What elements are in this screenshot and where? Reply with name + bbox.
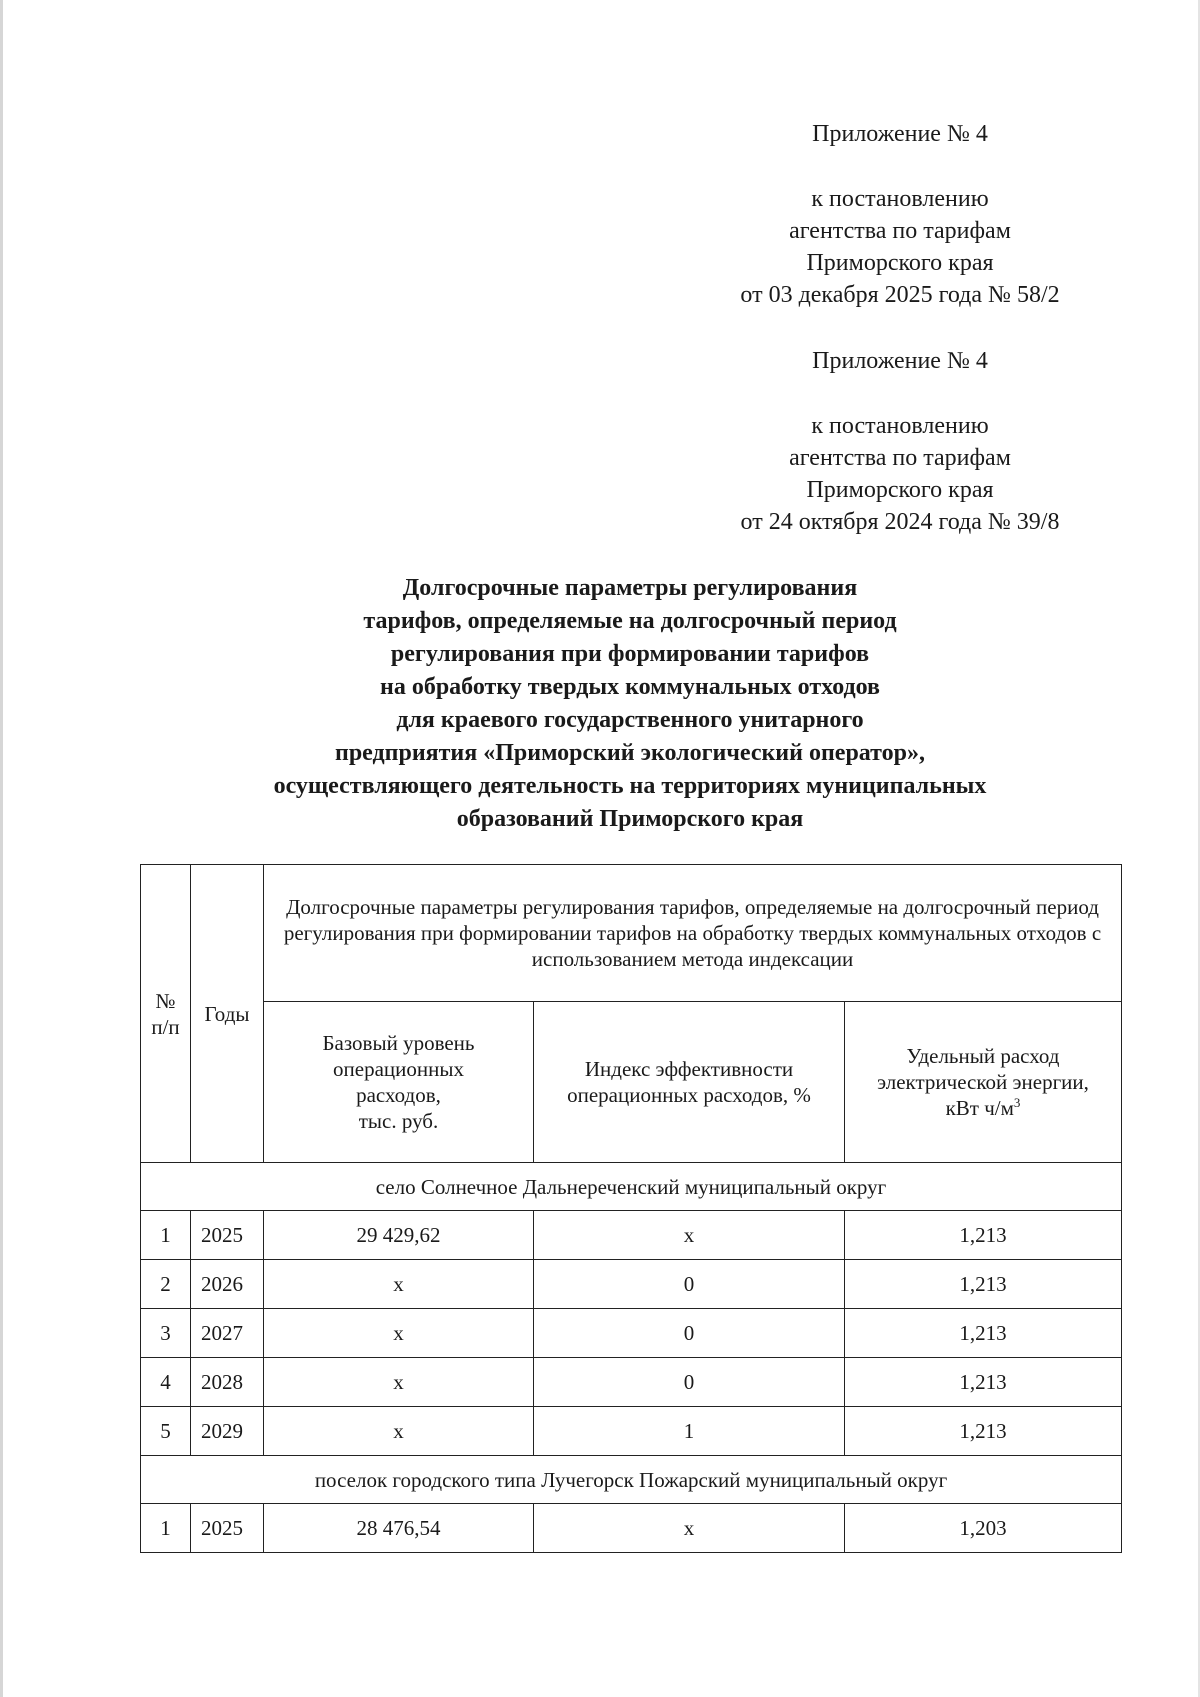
heading-line: тарифов, определяемые на долгосрочный период [363, 608, 897, 634]
cell-energy: 1,213 [845, 1407, 1122, 1456]
cell-year: 2026 [191, 1260, 264, 1309]
table-row [141, 1358, 1122, 1407]
cell-index: x [534, 1504, 845, 1553]
header-num: № п/п [141, 865, 191, 1163]
heading-line: Долгосрочные параметры регулирования [402, 575, 858, 601]
cell-index: 0 [534, 1260, 845, 1309]
appendix-line: к постановлению [811, 413, 989, 439]
cell-base: 29 429,62 [264, 1211, 534, 1260]
table-row [141, 1407, 1122, 1456]
cell-index: 0 [534, 1358, 845, 1407]
heading-line: предприятия «Приморский экологический оператор», [334, 740, 925, 766]
cell-energy: 1,203 [845, 1504, 1122, 1553]
appendix-block-2024 [700, 345, 1100, 538]
table-header-row [141, 865, 1122, 1002]
header-group: Долгосрочные параметры регулирования тарифов, определяемые на долгосрочный период регулирования при формировании тарифов на обработку твердых коммунальных отходов с использованием метода индексации [264, 865, 1122, 1002]
cell-year: 2029 [191, 1407, 264, 1456]
appendix-line: Приморского края [806, 250, 994, 276]
cell-energy: 1,213 [845, 1211, 1122, 1260]
appendix-line: агентства по тарифам [789, 218, 1011, 244]
header-year: Годы [191, 865, 264, 1163]
heading-line: на обработку твердых коммунальных отходов [379, 674, 880, 700]
document-heading [140, 572, 1120, 836]
appendix-title: Приложение № 4 [812, 121, 988, 147]
heading-line: для краевого государственного унитарного [396, 707, 864, 733]
table-subheader-row [141, 1002, 1122, 1163]
appendix-date-line: от 24 октября 2024 года № 39/8 [740, 509, 1060, 535]
cell-year: 2027 [191, 1309, 264, 1358]
heading-line: регулирования при формировании тарифов [390, 641, 870, 667]
cell-year: 2025 [191, 1211, 264, 1260]
table-row [141, 1211, 1122, 1260]
section-row [141, 1456, 1122, 1504]
parameters-table [140, 864, 1122, 1553]
cell-index: 1 [534, 1407, 845, 1456]
cell-num: 3 [141, 1309, 191, 1358]
cell-index: 0 [534, 1309, 845, 1358]
cell-num: 1 [141, 1211, 191, 1260]
cell-base: x [264, 1407, 534, 1456]
cell-year: 2025 [191, 1504, 264, 1553]
header-base-cost: Базовый уровень операционных расходов, тыс. руб. [264, 1002, 534, 1163]
appendix-block-2025 [700, 118, 1100, 311]
section-title: село Солнечное Дальнереченский муниципальный округ [141, 1163, 1122, 1211]
cell-num: 5 [141, 1407, 191, 1456]
cell-energy: 1,213 [845, 1260, 1122, 1309]
cell-base: x [264, 1309, 534, 1358]
table-row [141, 1309, 1122, 1358]
scan-edge-left [0, 0, 3, 1697]
cell-num: 4 [141, 1358, 191, 1407]
table-row [141, 1260, 1122, 1309]
appendix-line: Приморского края [806, 477, 994, 503]
appendix-line: агентства по тарифам [789, 445, 1011, 471]
cell-year: 2028 [191, 1358, 264, 1407]
heading-line: образований Приморского края [456, 806, 804, 832]
header-energy-label: Удельный расход электрической энергии, кВт ч/м [877, 1044, 1089, 1120]
cell-index: x [534, 1211, 845, 1260]
appendix-date-line: от 03 декабря 2025 года № 58/2 [740, 282, 1060, 308]
cell-base: x [264, 1260, 534, 1309]
header-energy-consumption [845, 1002, 1122, 1163]
heading-line: осуществляющего деятельность на территориях муниципальных [273, 773, 987, 799]
header-energy-sup: 3 [1013, 1095, 1021, 1110]
section-title: поселок городского типа Лучегорск Пожарский муниципальный округ [141, 1456, 1122, 1504]
cell-energy: 1,213 [845, 1309, 1122, 1358]
appendix-line: к постановлению [811, 186, 989, 212]
cell-base: x [264, 1358, 534, 1407]
table-row [141, 1504, 1122, 1553]
cell-num: 2 [141, 1260, 191, 1309]
cell-num: 1 [141, 1504, 191, 1553]
header-efficiency-index: Индекс эффективности операционных расходов, % [534, 1002, 845, 1163]
section-row [141, 1163, 1122, 1211]
cell-energy: 1,213 [845, 1358, 1122, 1407]
cell-base: 28 476,54 [264, 1504, 534, 1553]
appendix-title: Приложение № 4 [812, 348, 988, 374]
